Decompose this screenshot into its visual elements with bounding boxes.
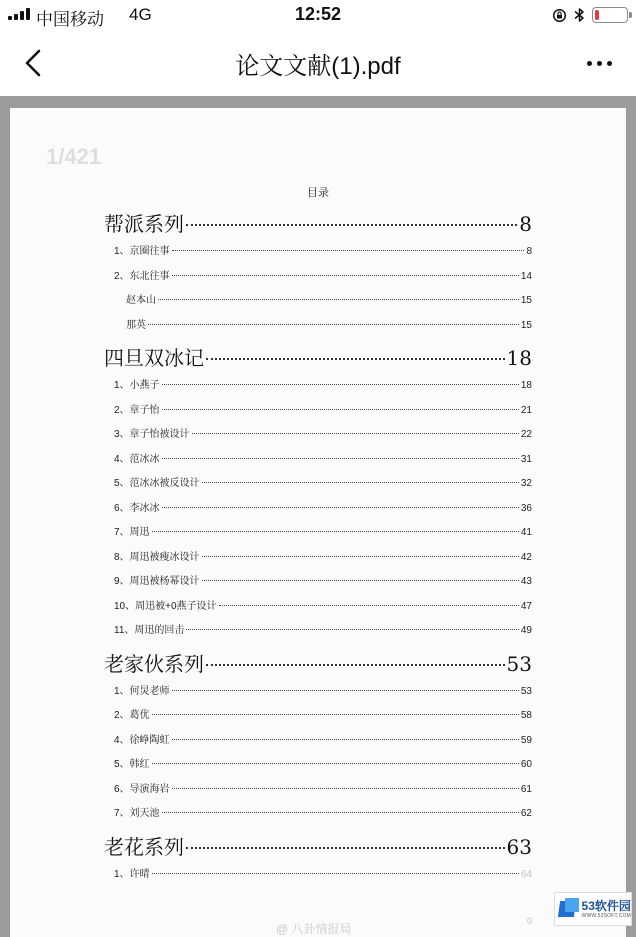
toc-leader-dots	[152, 873, 519, 874]
toc-leader-dots	[206, 664, 505, 666]
nav-bar	[0, 30, 636, 96]
toc-section[interactable]	[10, 208, 626, 237]
toc-entry-page: 53	[520, 685, 532, 697]
toc-entry-page: 60	[520, 759, 532, 770]
battery-icon	[592, 7, 628, 23]
toc-leader-dots	[202, 580, 519, 581]
toc-leader-dots	[162, 409, 519, 410]
toc-entry-page: 22	[520, 429, 532, 440]
toc-leader-dots	[152, 763, 519, 764]
toc-entry-title: 帮派系列	[104, 212, 184, 236]
toc-entry-title: 6、李冰冰	[114, 502, 160, 514]
toc-item[interactable]	[10, 706, 626, 721]
toc-leader-dots	[162, 812, 519, 813]
logo-icon	[559, 898, 578, 920]
toc-entry-title: 1、京圈往事	[114, 246, 170, 257]
toc-item[interactable]	[10, 682, 626, 697]
toc-entry-title: 赵本山	[126, 295, 156, 306]
document-title: 论文文献(1).pdf	[235, 53, 401, 80]
toc-entry-title: 11、周迅的回击	[114, 625, 185, 636]
toc-entry-title: 2、章子怡	[114, 404, 160, 416]
toc-entry-page: 18	[506, 346, 532, 370]
toc-item[interactable]	[10, 731, 626, 746]
more-options-button[interactable]	[576, 42, 622, 84]
toc-entry-title: 老花系列	[104, 834, 184, 859]
toc-entry-page: 42	[520, 551, 532, 563]
toc-entry-title: 5、韩红	[114, 759, 150, 770]
page-footer-number: 0	[526, 916, 532, 926]
toc-leader-dots	[186, 224, 517, 226]
toc-entry-page: 14	[520, 270, 532, 282]
toc-entry-page: 41	[520, 527, 532, 538]
more-horizontal-icon	[607, 61, 612, 66]
toc-leader-dots	[202, 482, 519, 483]
toc-entry-page: 62	[520, 808, 532, 819]
page-indicator: 1/421	[46, 144, 102, 169]
toc-item[interactable]	[10, 597, 626, 612]
toc-item[interactable]	[10, 780, 626, 795]
toc-entry-title: 9、周迅被杨幂设计	[114, 576, 200, 587]
toc-item[interactable]	[10, 548, 626, 563]
toc-leader-dots	[152, 714, 519, 715]
toc-entry-page: 15	[520, 319, 532, 331]
toc-entry-page: 36	[520, 502, 532, 514]
toc-item[interactable]	[10, 474, 626, 489]
pdf-viewer[interactable]	[0, 96, 636, 937]
toc-leader-dots	[186, 629, 518, 630]
more-horizontal-icon	[587, 61, 592, 66]
toc-entry-title: 6、导演海岩	[114, 783, 170, 795]
toc-item[interactable]	[10, 523, 626, 538]
toc-entry-title: 3、章子怡被设计	[114, 429, 190, 440]
toc-entry-page: 15	[520, 295, 532, 306]
toc-entry-title: 1、何炅老师	[114, 685, 170, 697]
toc-section[interactable]	[10, 648, 626, 677]
toc-entry-page: 47	[520, 600, 532, 612]
toc-leader-dots	[162, 458, 519, 459]
toc-entry-title: 4、范冰冰	[114, 453, 160, 465]
toc-leader-dots	[162, 384, 519, 385]
toc-entry-page: 59	[520, 734, 532, 746]
clock-label: 12:52	[294, 4, 342, 24]
logo-name: 53软件园	[581, 898, 631, 913]
toc-leader-dots	[206, 358, 505, 360]
pdf-page[interactable]	[10, 108, 626, 937]
status-icons	[552, 6, 628, 24]
toc-entry-title: 2、东北往事	[114, 270, 170, 282]
toc-entry-page: 53	[506, 651, 532, 676]
toc-leader-dots	[162, 507, 519, 508]
toc-item[interactable]	[10, 499, 626, 514]
toc-leader-dots	[172, 275, 519, 276]
toc-entry-title: 1、许晴	[114, 868, 150, 880]
toc-leader-dots	[192, 433, 519, 434]
toc-title: 目录	[307, 187, 329, 199]
toc-item[interactable]	[10, 804, 626, 819]
toc-leader-dots	[186, 847, 505, 849]
toc-leader-dots	[219, 605, 519, 606]
toc-entry-page: 31	[520, 453, 532, 465]
battery-level-fill	[595, 10, 599, 20]
bluetooth-icon	[574, 7, 585, 23]
toc-section[interactable]	[10, 342, 626, 371]
more-horizontal-icon	[597, 61, 602, 66]
toc-entry-title: 四旦双冰记	[104, 346, 204, 370]
network-type-label: 4G	[129, 5, 152, 24]
toc-entry-page: 63	[506, 834, 532, 859]
carrier-label: 中国移动	[36, 10, 104, 29]
toc-entry-title: 1、小燕子	[114, 380, 160, 391]
toc-entry-title: 4、徐峥陶虹	[114, 734, 170, 746]
toc-item[interactable]	[10, 621, 626, 636]
toc-entry-page: 21	[520, 404, 532, 416]
toc-item[interactable]	[10, 425, 626, 440]
toc-entry-page: 58	[520, 710, 532, 721]
toc-item[interactable]	[10, 572, 626, 587]
status-bar	[0, 0, 636, 30]
toc-entry-page: 43	[520, 576, 532, 587]
toc-leader-dots	[172, 788, 519, 789]
toc-leader-dots	[152, 531, 519, 532]
toc-item[interactable]	[10, 865, 626, 880]
toc-entry-page: 8	[526, 246, 532, 257]
watermark-text: @ 八卦情报局	[276, 922, 352, 936]
toc-leader-dots	[172, 739, 519, 740]
site-logo	[554, 892, 632, 926]
toc-entry-page: 61	[520, 783, 532, 795]
toc-leader-dots	[148, 324, 519, 325]
toc-item[interactable]	[10, 450, 626, 465]
toc-entry-title: 5、范冰冰被反设计	[114, 478, 200, 489]
toc-item[interactable]	[10, 376, 626, 391]
toc-entry-page: 8	[519, 212, 532, 236]
toc-entry-title: 10、周迅被+0燕子设计	[114, 600, 217, 612]
toc-entry-title: 老家伙系列	[104, 651, 204, 676]
toc-entry-title: 7、周迅	[114, 527, 150, 538]
toc-item[interactable]	[10, 401, 626, 416]
toc-item[interactable]	[10, 316, 626, 331]
toc-entry-title: 7、刘天池	[114, 808, 160, 819]
toc-entry-title: 8、周迅被瘦冰设计	[114, 551, 200, 563]
toc-leader-dots	[172, 250, 525, 251]
toc-leader-dots	[172, 690, 519, 691]
toc-entry-title: 那英	[126, 319, 146, 331]
toc-entry-page: 49	[520, 625, 532, 636]
rotation-lock-icon	[552, 8, 567, 23]
toc-item[interactable]	[10, 755, 626, 770]
toc-entry-page: 18	[520, 380, 532, 391]
toc-item[interactable]	[10, 267, 626, 282]
toc-entry-page: 32	[520, 478, 532, 489]
toc-leader-dots	[202, 556, 519, 557]
toc-entry-page: 64	[520, 868, 532, 880]
toc-entry-title: 2、葛优	[114, 710, 150, 721]
toc-section[interactable]	[10, 831, 626, 860]
toc-item[interactable]	[10, 242, 626, 257]
toc-leader-dots	[158, 299, 519, 300]
toc-item[interactable]	[10, 291, 626, 306]
logo-url: WWW.53SOFT.COM	[581, 912, 631, 919]
